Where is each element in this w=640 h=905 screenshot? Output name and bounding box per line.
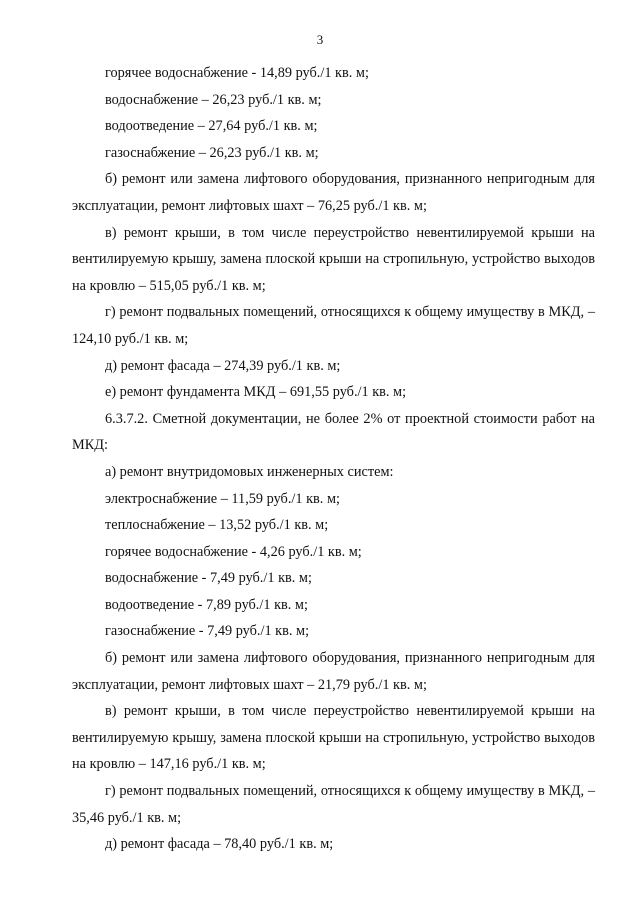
paragraph-section-6-3-7-2: 6.3.7.2. Сметной документации, не более 2% от проектной стоимости работ на МКД: xyxy=(72,410,595,454)
paragraph-basement-1: г) ремонт подвальных помещений, относящихся к общему имуществу в МКД, – 124,10 руб./1 кв. м; xyxy=(72,304,595,347)
paragraph-water-supply-2: водоснабжение - 7,49 руб./1 кв. м; xyxy=(105,570,312,587)
paragraph-electricity-2: электроснабжение – 11,59 руб./1 кв. м; xyxy=(105,490,340,507)
paragraph-roof-2: в) ремонт крыши, в том числе переустройство невентилируемой крыши на вентилируемую крышу, замена плоской крыши на стропильную, устройство выходов на кровлю – 147,16 руб./1 кв. м; xyxy=(72,703,595,773)
paragraph-drainage-1: водоотведение – 27,64 руб./1 кв. м; xyxy=(105,118,318,135)
paragraph-roof-1: в) ремонт крыши, в том числе переустройство невентилируемой крыши на вентилируемую крышу, замена плоской крыши на стропильную, устройство выходов на кровлю – 515,05 руб./1 кв. м; xyxy=(72,224,595,294)
paragraph-foundation-1: е) ремонт фундамента МКД – 691,55 руб./1 кв. м; xyxy=(105,384,407,401)
paragraph-drainage-2: водоотведение - 7,89 руб./1 кв. м; xyxy=(105,596,308,613)
paragraph-elevator-2: б) ремонт или замена лифтового оборудования, признанного непригодным для эксплуатации, ремонт лифтовых шахт – 21,79 руб./1 кв. м; xyxy=(72,650,595,693)
paragraph-gas-supply-1: газоснабжение – 26,23 руб./1 кв. м; xyxy=(105,144,319,161)
page-number: 3 xyxy=(316,32,324,47)
paragraph-heating-2: теплоснабжение – 13,52 руб./1 кв. м; xyxy=(105,517,329,534)
paragraph-facade-2: д) ремонт фасада – 78,40 руб./1 кв. м; xyxy=(105,836,334,853)
paragraph-basement-2: г) ремонт подвальных помещений, относящихся к общему имуществу в МКД, – 35,46 руб./1 кв. м; xyxy=(72,783,595,826)
paragraph-hot-water-2: горячее водоснабжение - 4,26 руб./1 кв. м; xyxy=(105,543,362,560)
document-body xyxy=(72,60,595,858)
paragraph-water-supply-1: водоснабжение – 26,23 руб./1 кв. м; xyxy=(105,91,322,108)
paragraph-elevator-1: б) ремонт или замена лифтового оборудования, признанного непригодным для эксплуатации, ремонт лифтовых шахт – 76,25 руб./1 кв. м; xyxy=(72,171,595,214)
paragraph-facade-1: д) ремонт фасада – 274,39 руб./1 кв. м; xyxy=(105,357,341,374)
paragraph-hot-water-1: горячее водоснабжение - 14,89 руб./1 кв. м; xyxy=(105,65,369,81)
paragraph-engineering-systems: а) ремонт внутридомовых инженерных систем: xyxy=(105,463,394,480)
paragraph-gas-supply-2: газоснабжение - 7,49 руб./1 кв. м; xyxy=(105,623,310,640)
